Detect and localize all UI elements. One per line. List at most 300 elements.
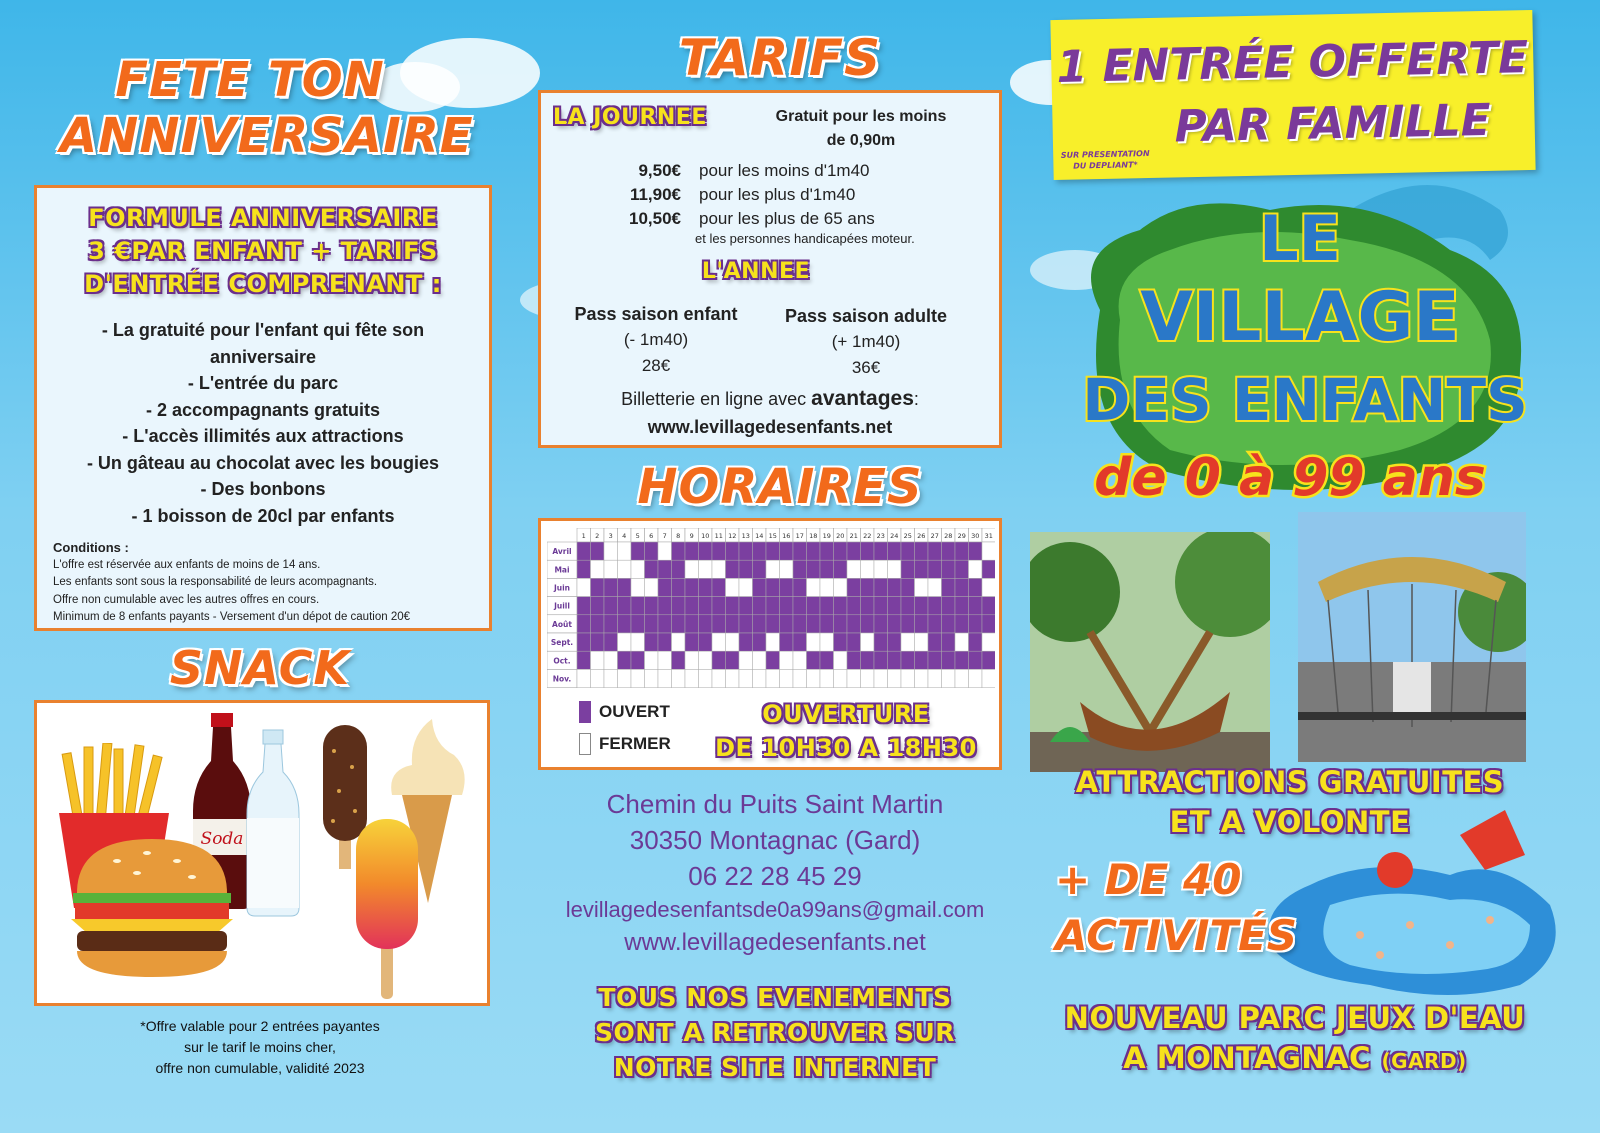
- year-label: L'ANNEE: [701, 259, 811, 284]
- birthday-items: [37, 317, 489, 529]
- month-label: Avril: [552, 547, 572, 557]
- tarifs-box: [538, 90, 1002, 448]
- closed-day-cell: [834, 651, 848, 669]
- list-item: - 2 accompagnants gratuits: [145, 399, 381, 420]
- carousel-photo: [1298, 512, 1526, 762]
- offer-note-line2: DU DEPLIANT*: [1073, 160, 1138, 171]
- closed-day-cell: [726, 669, 740, 687]
- closed-day-cell: [820, 578, 834, 596]
- closed-day-cell: [861, 669, 875, 687]
- open-day-cell: [820, 560, 834, 578]
- closed-day-cell: [658, 669, 672, 687]
- open-day-cell: [658, 633, 672, 651]
- closed-day-cell: [834, 578, 848, 596]
- open-day-cell: [969, 542, 983, 560]
- address-line2: 30350 Montagnac (Gard): [629, 825, 921, 855]
- day-header: 19: [822, 532, 831, 540]
- open-day-cell: [834, 597, 848, 615]
- list-item: - Des bonbons: [200, 479, 326, 499]
- day-header: 20: [836, 532, 845, 540]
- pass-adult-range: (+ 1m40): [831, 332, 901, 351]
- closed-day-cell: [591, 669, 605, 687]
- open-day-cell: [591, 597, 605, 615]
- open-day-cell: [888, 578, 902, 596]
- open-day-cell: [820, 597, 834, 615]
- logo-line1: LE: [1259, 202, 1341, 275]
- closed-day-cell: [901, 669, 915, 687]
- open-day-cell: [753, 578, 767, 596]
- list-item: - Un gâteau au chocolat avec les bougies: [86, 452, 440, 473]
- closed-day-cell: [631, 560, 645, 578]
- open-day-cell: [699, 542, 713, 560]
- closed-day-cell: [780, 560, 794, 578]
- logo-line3: DES ENFANTS: [1082, 366, 1528, 434]
- day-header: 18: [809, 532, 818, 540]
- open-day-cell: [712, 542, 726, 560]
- open-day-cell: [969, 597, 983, 615]
- day-header: 3: [608, 532, 613, 540]
- closed-day-cell: [604, 560, 618, 578]
- closed-day-cell: [604, 651, 618, 669]
- open-day-cell: [901, 651, 915, 669]
- open-day-cell: [685, 633, 699, 651]
- open-day-cell: [928, 597, 942, 615]
- open-day-cell: [915, 597, 929, 615]
- water-bottle-icon: [245, 728, 301, 918]
- water-line2-small: (GARD): [1381, 1049, 1467, 1073]
- price-desc: pour les plus de 65 ans: [699, 209, 875, 228]
- closed-day-cell: [658, 651, 672, 669]
- open-day-cell: [753, 542, 767, 560]
- open-day-cell: [942, 615, 956, 633]
- open-day-cell: [888, 615, 902, 633]
- open-day-cell: [739, 633, 753, 651]
- open-day-cell: [793, 578, 807, 596]
- open-day-cell: [739, 597, 753, 615]
- closed-day-cell: [942, 669, 956, 687]
- day-header: 24: [890, 532, 899, 540]
- open-day-cell: [982, 615, 995, 633]
- email-link[interactable]: levillagedesenfantsde0a99ans@gmail.com: [565, 897, 985, 922]
- open-day-cell: [928, 615, 942, 633]
- closed-day-cell: [712, 669, 726, 687]
- pass-adult: [761, 303, 971, 381]
- open-day-cell: [793, 597, 807, 615]
- open-day-cell: [699, 597, 713, 615]
- closed-day-cell: [793, 651, 807, 669]
- birthday-box: [34, 185, 492, 631]
- closed-day-cell: [807, 669, 821, 687]
- legend-closed-swatch: [579, 733, 591, 755]
- open-day-cell: [847, 578, 861, 596]
- open-day-cell: [901, 560, 915, 578]
- open-day-cell: [577, 560, 591, 578]
- price: 10,50€: [629, 209, 681, 228]
- open-day-cell: [969, 615, 983, 633]
- closed-day-cell: [618, 669, 632, 687]
- open-day-cell: [888, 597, 902, 615]
- open-day-cell: [618, 578, 632, 596]
- day-header: 11: [714, 532, 723, 540]
- day-header: 29: [957, 532, 966, 540]
- closed-day-cell: [982, 578, 995, 596]
- open-day-cell: [807, 597, 821, 615]
- horaires-title: HORAIRES: [637, 459, 923, 515]
- price-row: [599, 183, 999, 207]
- open-day-cell: [766, 615, 780, 633]
- open-day-cell: [982, 597, 995, 615]
- open-day-cell: [739, 615, 753, 633]
- month-label: Nov.: [552, 674, 572, 684]
- closed-day-cell: [861, 633, 875, 651]
- pirate-ship-photo: [1030, 532, 1270, 772]
- closed-day-cell: [685, 669, 699, 687]
- closed-day-cell: [685, 560, 699, 578]
- closed-day-cell: [874, 560, 888, 578]
- snack-note-line2: sur le tarif le moins cher,: [184, 1039, 336, 1055]
- closed-day-cell: [807, 633, 821, 651]
- legend-open: [579, 701, 670, 723]
- open-day-cell: [712, 578, 726, 596]
- open-day-cell: [739, 560, 753, 578]
- activities-line2: ACTIVITÉS: [1055, 911, 1298, 960]
- closed-day-cell: [645, 578, 659, 596]
- snack-title: SNACK: [169, 641, 351, 695]
- open-day-cell: [874, 651, 888, 669]
- condition-item: Offre non cumulable avec les autres offres en cours.: [53, 593, 320, 606]
- open-day-cell: [942, 560, 956, 578]
- open-day-cell: [955, 560, 969, 578]
- snack-box: [34, 700, 490, 1006]
- open-day-cell: [726, 560, 740, 578]
- open-day-cell: [699, 633, 713, 651]
- open-day-cell: [807, 651, 821, 669]
- price-desc: pour les moins d'1m40: [699, 161, 870, 180]
- closed-day-cell: [753, 651, 767, 669]
- water-park-text: [1045, 998, 1545, 1081]
- open-day-cell: [888, 651, 902, 669]
- closed-day-cell: [766, 669, 780, 687]
- open-day-cell: [766, 542, 780, 560]
- open-day-cell: [888, 542, 902, 560]
- open-day-cell: [942, 578, 956, 596]
- open-day-cell: [631, 615, 645, 633]
- open-day-cell: [807, 542, 821, 560]
- open-day-cell: [658, 615, 672, 633]
- open-day-cell: [928, 651, 942, 669]
- snack-note: [60, 1016, 460, 1079]
- open-day-cell: [712, 615, 726, 633]
- list-item: - La gratuité pour l'enfant qui fête son: [101, 320, 425, 340]
- closed-day-cell: [982, 669, 995, 687]
- day-header: 1: [581, 532, 586, 540]
- open-day-cell: [618, 651, 632, 669]
- legend-open-label: OUVERT: [599, 702, 670, 721]
- open-day-cell: [631, 542, 645, 560]
- closed-day-cell: [915, 669, 929, 687]
- open-day-cell: [955, 542, 969, 560]
- price-list: [599, 159, 999, 247]
- activities-text: [1055, 852, 1297, 964]
- open-day-cell: [861, 651, 875, 669]
- day-header: 25: [903, 532, 912, 540]
- open-day-cell: [834, 542, 848, 560]
- open-day-cell: [969, 633, 983, 651]
- open-day-cell: [861, 597, 875, 615]
- open-day-cell: [847, 615, 861, 633]
- pass-child-title: Pass saison enfant: [574, 304, 738, 324]
- open-day-cell: [969, 651, 983, 669]
- closed-day-cell: [618, 542, 632, 560]
- open-day-cell: [604, 633, 618, 651]
- closed-day-cell: [807, 578, 821, 596]
- open-day-cell: [685, 542, 699, 560]
- closed-day-cell: [739, 669, 753, 687]
- month-label: Juin: [553, 583, 571, 593]
- open-day-cell: [901, 578, 915, 596]
- events-line2: SONT A RETROUVER SUR: [594, 1018, 956, 1047]
- day-header: 22: [863, 532, 872, 540]
- open-day-cell: [591, 615, 605, 633]
- open-day-cell: [915, 651, 929, 669]
- open-day-cell: [577, 615, 591, 633]
- open-day-cell: [672, 615, 686, 633]
- contact: [520, 786, 1030, 960]
- popsicle-icon: [352, 815, 422, 1005]
- closed-day-cell: [955, 633, 969, 651]
- open-day-cell: [672, 597, 686, 615]
- logo-line4: de 0 à 99 ans: [1094, 448, 1486, 508]
- open-day-cell: [645, 560, 659, 578]
- closed-day-cell: [658, 542, 672, 560]
- closed-day-cell: [577, 578, 591, 596]
- phone-link[interactable]: 06 22 28 45 29: [688, 861, 862, 891]
- open-day-cell: [591, 578, 605, 596]
- open-day-cell: [712, 597, 726, 615]
- open-day-cell: [955, 615, 969, 633]
- day-label: LA JOURNEE: [553, 105, 707, 130]
- conditions-title: Conditions :: [53, 540, 129, 555]
- logo-line2: VILLAGE: [1140, 278, 1460, 357]
- closed-day-cell: [712, 633, 726, 651]
- open-day-cell: [618, 597, 632, 615]
- closed-day-cell: [604, 669, 618, 687]
- open-day-cell: [645, 597, 659, 615]
- day-header: 2: [595, 532, 600, 540]
- month-label: Oct.: [553, 656, 571, 666]
- closed-day-cell: [780, 651, 794, 669]
- offer-line2: PAR FAMILLE: [1174, 94, 1492, 153]
- closed-day-cell: [712, 560, 726, 578]
- open-day-cell: [618, 615, 632, 633]
- closed-day-cell: [739, 651, 753, 669]
- closed-day-cell: [645, 651, 659, 669]
- conditions: [53, 539, 489, 627]
- day-header: 5: [635, 532, 640, 540]
- open-day-cell: [672, 578, 686, 596]
- snack-note-line3: offre non cumulable, validité 2023: [155, 1060, 365, 1076]
- open-day-cell: [915, 542, 929, 560]
- list-item: - 1 boisson de 20cl par enfants: [131, 505, 395, 526]
- open-day-cell: [604, 615, 618, 633]
- tarifs-website-link[interactable]: www.levillagedesenfants.net: [647, 417, 893, 437]
- open-day-cell: [604, 578, 618, 596]
- closed-day-cell: [847, 560, 861, 578]
- day-header: 6: [649, 532, 654, 540]
- open-day-cell: [685, 597, 699, 615]
- closed-day-cell: [834, 669, 848, 687]
- water-line1: NOUVEAU PARC JEUX D'EAU: [1064, 1001, 1526, 1035]
- horaires-box: [538, 518, 1002, 770]
- closed-day-cell: [631, 669, 645, 687]
- open-day-cell: [793, 560, 807, 578]
- open-day-cell: [753, 633, 767, 651]
- open-day-cell: [793, 542, 807, 560]
- open-day-cell: [645, 542, 659, 560]
- svg-text:Soda: Soda: [200, 829, 244, 849]
- legend-closed-label: FERMER: [599, 734, 671, 753]
- open-day-cell: [834, 633, 848, 651]
- closed-day-cell: [969, 560, 983, 578]
- open-day-cell: [591, 633, 605, 651]
- formula-line1: FORMULE ANNIVERSAIRE: [88, 204, 438, 232]
- open-day-cell: [955, 597, 969, 615]
- open-day-cell: [766, 578, 780, 596]
- open-day-cell: [847, 633, 861, 651]
- open-day-cell: [901, 615, 915, 633]
- open-day-cell: [955, 578, 969, 596]
- open-day-cell: [834, 615, 848, 633]
- open-day-cell: [631, 651, 645, 669]
- birthday-title-line1: FETE TON: [115, 52, 385, 108]
- open-day-cell: [780, 542, 794, 560]
- closed-day-cell: [847, 669, 861, 687]
- price: 11,90€: [629, 185, 681, 204]
- open-day-cell: [780, 633, 794, 651]
- condition-item: Les enfants sont sous la responsabilité de leurs acompagnants.: [53, 576, 378, 588]
- open-day-cell: [847, 597, 861, 615]
- closed-day-cell: [726, 578, 740, 596]
- open-day-cell: [807, 615, 821, 633]
- day-header: 30: [971, 532, 980, 540]
- online-line: [541, 385, 999, 413]
- open-day-cell: [915, 615, 929, 633]
- open-day-cell: [820, 651, 834, 669]
- free-note-line1: Gratuit pour les moins: [775, 108, 947, 125]
- closed-day-cell: [766, 560, 780, 578]
- tarifs-title: TARIFS: [678, 29, 882, 87]
- open-day-cell: [577, 542, 591, 560]
- offer-note-line1: SUR PRESENTATION: [1060, 149, 1150, 160]
- website-link[interactable]: www.levillagedesenfants.net: [624, 929, 926, 956]
- month-label: Juill: [554, 601, 570, 611]
- closed-day-cell: [753, 669, 767, 687]
- closed-day-cell: [874, 669, 888, 687]
- open-day-cell: [861, 578, 875, 596]
- offer-banner: [1050, 10, 1535, 180]
- open-day-cell: [982, 651, 995, 669]
- open-day-cell: [753, 597, 767, 615]
- closed-day-cell: [793, 669, 807, 687]
- open-day-cell: [901, 542, 915, 560]
- closed-day-cell: [631, 633, 645, 651]
- opening-line2: DE 10H30 A 18H30: [715, 734, 977, 762]
- open-day-cell: [793, 615, 807, 633]
- open-day-cell: [780, 578, 794, 596]
- day-header: 27: [930, 532, 939, 540]
- pass-child-price: 28€: [641, 356, 671, 375]
- condition-item: Minimum de 8 enfants payants - Versement d'un dépot de caution 20€: [53, 611, 410, 623]
- day-header: 13: [741, 532, 750, 540]
- burger-icon: [67, 831, 237, 981]
- open-day-cell: [820, 542, 834, 560]
- month-label: Août: [552, 619, 572, 629]
- open-day-cell: [861, 542, 875, 560]
- birthday-title: [60, 52, 474, 164]
- open-day-cell: [834, 560, 848, 578]
- open-day-cell: [672, 560, 686, 578]
- closed-day-cell: [928, 669, 942, 687]
- open-day-cell: [753, 560, 767, 578]
- closed-day-cell: [591, 651, 605, 669]
- water-park-illustration: [1250, 795, 1570, 1005]
- open-day-cell: [847, 651, 861, 669]
- open-day-cell: [766, 597, 780, 615]
- open-day-cell: [901, 597, 915, 615]
- closed-day-cell: [739, 578, 753, 596]
- open-day-cell: [874, 578, 888, 596]
- closed-day-cell: [577, 669, 591, 687]
- water-line2-main: A MONTAGNAC: [1123, 1041, 1371, 1075]
- open-day-cell: [699, 615, 713, 633]
- closed-day-cell: [861, 560, 875, 578]
- day-header: 7: [662, 532, 667, 540]
- open-day-cell: [780, 597, 794, 615]
- month-label: Mai: [554, 565, 570, 575]
- day-header: 14: [755, 532, 764, 540]
- open-day-cell: [807, 560, 821, 578]
- open-day-cell: [942, 633, 956, 651]
- open-day-cell: [874, 597, 888, 615]
- open-day-cell: [942, 651, 956, 669]
- open-day-cell: [955, 651, 969, 669]
- opening-line1: OUVERTURE: [762, 700, 930, 728]
- attractions-line1: ATTRACTIONS GRATUITES: [1075, 765, 1505, 799]
- attractions-line2: ET A VOLONTE: [1169, 805, 1411, 839]
- closed-day-cell: [672, 669, 686, 687]
- open-day-cell: [928, 542, 942, 560]
- open-day-cell: [672, 651, 686, 669]
- legend-closed: [579, 733, 671, 755]
- park-logo: [1050, 170, 1550, 550]
- day-header: 15: [768, 532, 777, 540]
- closed-day-cell: [631, 578, 645, 596]
- month-label: Sept.: [550, 638, 574, 648]
- closed-day-cell: [915, 633, 929, 651]
- open-day-cell: [847, 542, 861, 560]
- closed-day-cell: [982, 633, 995, 651]
- birthday-formula: [37, 202, 489, 301]
- open-day-cell: [726, 542, 740, 560]
- open-day-cell: [685, 578, 699, 596]
- open-day-cell: [726, 615, 740, 633]
- schedule-grid: [547, 528, 995, 692]
- open-day-cell: [982, 560, 995, 578]
- free-note-line2: de 0,90m: [826, 132, 896, 149]
- open-day-cell: [712, 651, 726, 669]
- day-header: 17: [795, 532, 804, 540]
- closed-day-cell: [820, 633, 834, 651]
